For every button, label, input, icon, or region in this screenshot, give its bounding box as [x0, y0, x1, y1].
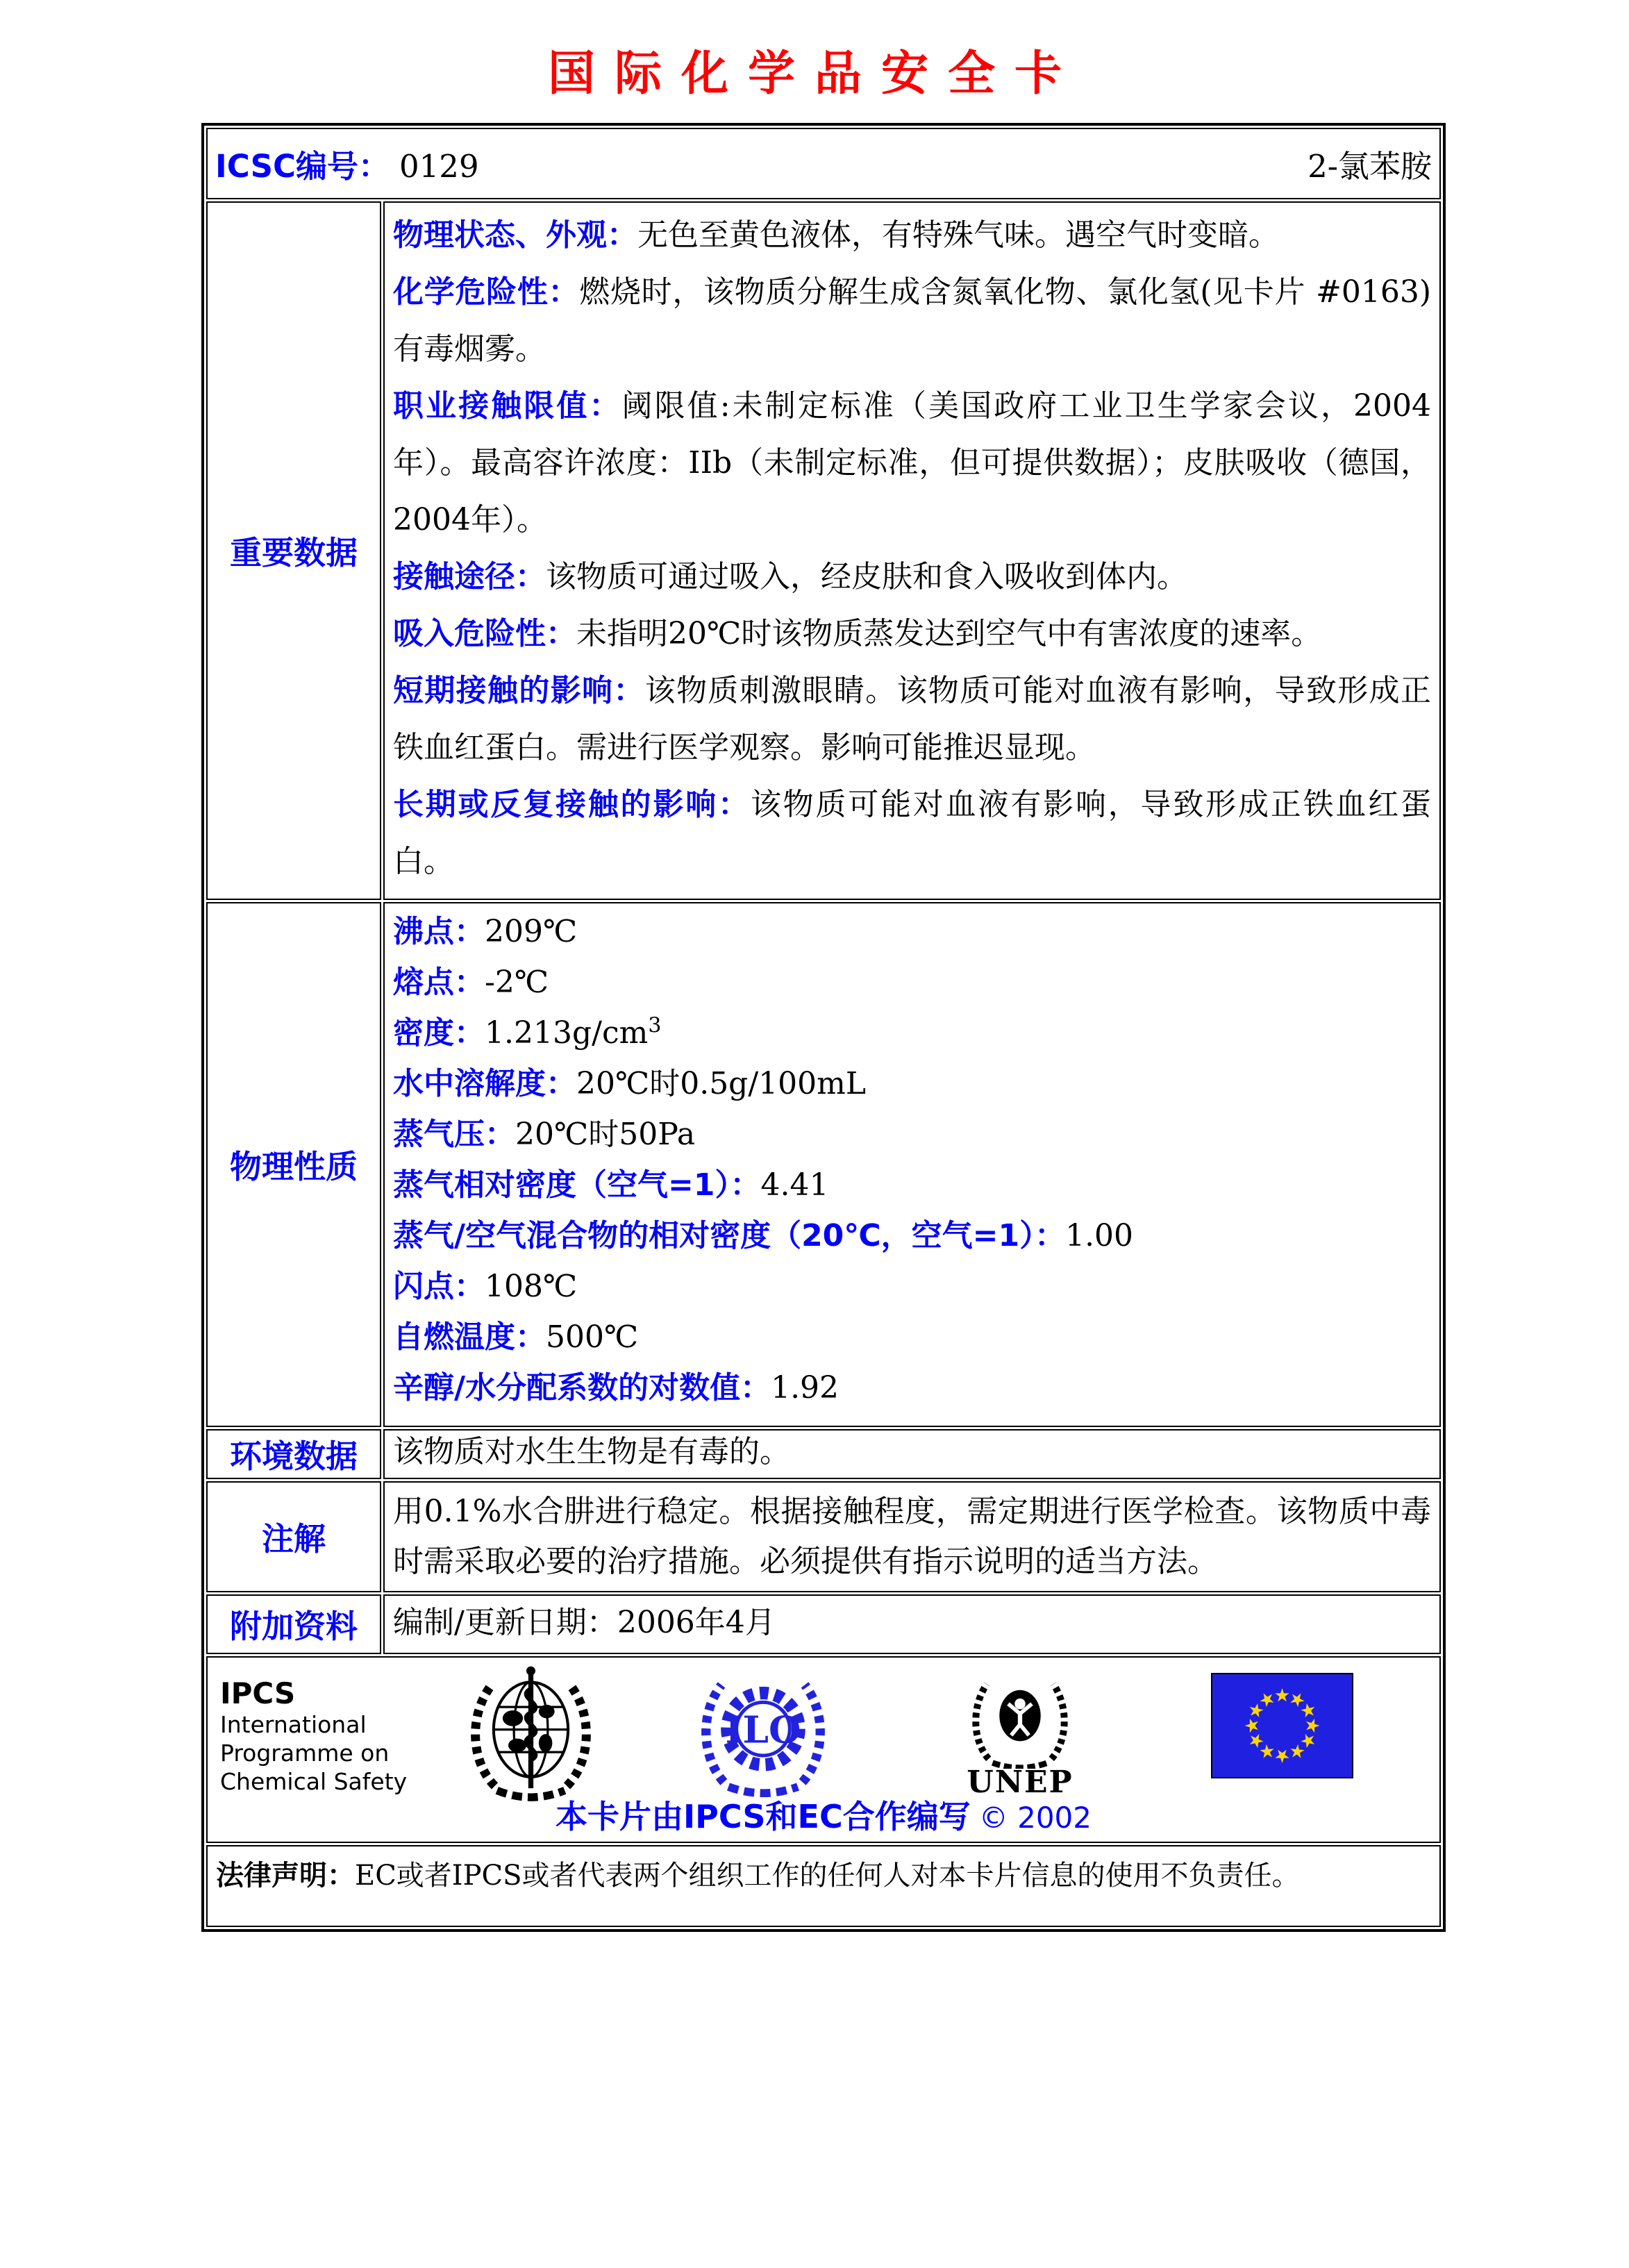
property-value: 108℃	[485, 1269, 578, 1304]
property-label: 密度：	[393, 1015, 485, 1051]
chemical-name: 2-氯苯胺	[1308, 148, 1432, 185]
property-line	[393, 1312, 1431, 1362]
item-text: 燃烧时，该物质分解生成含氮氧化物、氯化氢(见卡片 #0163)有毒烟雾。	[393, 274, 1431, 367]
legal-content	[206, 1845, 1441, 1927]
notes-row	[206, 1481, 1441, 1592]
update-date-value: 2006年4月	[617, 1605, 776, 1640]
ipcs-title: IPCS	[220, 1676, 296, 1710]
item-text: 该物质可能对血液有影响，导致形成正铁血红蛋白。	[393, 787, 1432, 879]
property-label: 辛醇/水分配系数的对数值：	[393, 1370, 771, 1406]
property-line	[393, 1008, 1431, 1058]
environmental-data-content: 该物质对水生生物是有毒的。	[383, 1429, 1441, 1479]
item-label: 物理状态、外观：	[393, 217, 637, 253]
property-label: 熔点：	[393, 965, 485, 1000]
important-data-row	[206, 201, 1441, 900]
legal-label: 法律声明：	[216, 1860, 355, 1892]
environmental-data-row	[206, 1429, 1441, 1479]
legal-text: EC或者IPCS或者代表两个组织工作的任何人对本卡片信息的使用不负责任。	[355, 1860, 1300, 1892]
property-label: 蒸气/空气混合物的相对密度（20℃，空气=1）：	[393, 1218, 1066, 1253]
property-label: 沸点：	[393, 914, 485, 949]
icsc-number-label: ICSC编号：	[215, 148, 390, 185]
footer-content	[206, 1656, 1441, 1843]
eu-flag	[1211, 1673, 1353, 1781]
property-value: 500℃	[546, 1319, 639, 1355]
physical-properties-row	[206, 902, 1441, 1427]
physical-properties-label: 物理性质	[206, 902, 381, 1427]
item-text: 未指明20℃时该物质蒸发达到空气中有害浓度的速率。	[576, 616, 1322, 651]
item-text: 阈限值:未制定标准（美国政府工业卫生学家会议，2004年）。最高容许浓度：IIb（未制定标准，但可提供数据）；皮肤吸收（德国，2004年）。	[393, 388, 1431, 537]
property-line	[393, 1109, 1431, 1160]
item-label: 长期或反复接触的影响：	[393, 787, 751, 822]
ipcs-subtitle-line: Chemical Safety	[220, 1768, 408, 1795]
item-label: 职业接触限值：	[393, 388, 622, 424]
unep-logo-text: UNEP	[967, 1765, 1074, 1800]
header-row	[206, 128, 1441, 199]
property-label: 蒸气相对密度（空气=1）：	[393, 1167, 761, 1203]
property-value: 1.213g/cm	[485, 1015, 649, 1051]
card-header	[208, 130, 1439, 197]
important-item	[393, 549, 1431, 606]
property-value-superscript: 3	[648, 1013, 662, 1038]
important-item	[393, 378, 1431, 549]
item-label: 化学危险性：	[393, 274, 580, 310]
unep-logo	[951, 1665, 1089, 1798]
copyright-text: © 2002	[978, 1801, 1092, 1835]
property-value: 1.92	[771, 1370, 839, 1406]
property-value: 209℃	[485, 914, 578, 949]
property-line	[393, 1362, 1431, 1413]
item-text: 该物质刺激眼睛。该物质可能对血液有影响，导致形成正铁血红蛋白。需进行医学观察。影响可能推迟显现。	[393, 673, 1431, 765]
property-value: -2℃	[485, 965, 549, 1000]
property-line	[393, 906, 1431, 957]
property-label: 闪点：	[393, 1269, 485, 1304]
item-label: 吸入危险性：	[393, 616, 576, 651]
important-item	[393, 264, 1431, 378]
property-line	[393, 1058, 1431, 1109]
safety-card-table	[201, 123, 1446, 1932]
credit-text: 本卡片由IPCS和EC合作编写	[555, 1798, 971, 1835]
ipcs-subtitle-line: International	[220, 1711, 367, 1738]
important-data-content	[383, 201, 1441, 900]
item-text: 该物质可通过吸入，经皮肤和食入吸收到体内。	[546, 559, 1187, 594]
credit-line	[208, 1792, 1439, 1837]
property-value: 4.41	[760, 1167, 829, 1203]
property-line	[393, 1210, 1431, 1261]
icsc-number-group	[215, 141, 479, 186]
important-data-label: 重要数据	[206, 201, 381, 900]
additional-info-label: 附加资料	[206, 1594, 381, 1654]
property-value: 20℃时50Pa	[515, 1117, 696, 1152]
property-label: 水中溶解度：	[393, 1066, 576, 1101]
physical-properties-content	[383, 902, 1441, 1427]
footer-row	[206, 1656, 1441, 1843]
legal-row	[206, 1845, 1441, 1927]
important-item	[393, 776, 1431, 890]
property-label: 蒸气压：	[393, 1117, 515, 1152]
property-label: 自燃温度：	[393, 1319, 546, 1355]
property-value: 1.00	[1065, 1218, 1134, 1253]
property-line	[393, 957, 1431, 1008]
notes-content: 用0.1%水合肼进行稳定。根据接触程度，需定期进行医学检查。该物质中毒时需采取必要的治疗措施。必须提供有指示说明的适当方法。	[383, 1481, 1441, 1592]
item-label: 接触途径：	[393, 559, 546, 594]
ipcs-subtitle-line: Programme on	[220, 1740, 390, 1767]
icsc-number-value: 0129	[399, 148, 479, 185]
who-logo	[463, 1662, 599, 1807]
ilo-logo-text: ILO	[725, 1708, 801, 1752]
item-label: 短期接触的影响：	[393, 673, 645, 708]
property-value: 20℃时0.5g/100mL	[576, 1066, 867, 1101]
item-text: 无色至黄色液体，有特殊气味。遇空气时变暗。	[637, 217, 1279, 253]
update-date-label: 编制/更新日期：	[393, 1605, 617, 1640]
additional-info-content	[383, 1594, 1441, 1654]
additional-info-row	[206, 1594, 1441, 1654]
page-title: 国际化学品安全卡	[547, 47, 1081, 101]
property-line	[393, 1261, 1431, 1312]
important-item	[393, 207, 1431, 264]
important-item	[393, 606, 1431, 662]
ilo-logo	[694, 1662, 833, 1803]
property-line	[393, 1160, 1431, 1210]
important-item	[393, 662, 1431, 776]
notes-label: 注解	[206, 1481, 381, 1592]
environmental-data-label: 环境数据	[206, 1429, 381, 1479]
ipcs-block	[220, 1677, 428, 1796]
